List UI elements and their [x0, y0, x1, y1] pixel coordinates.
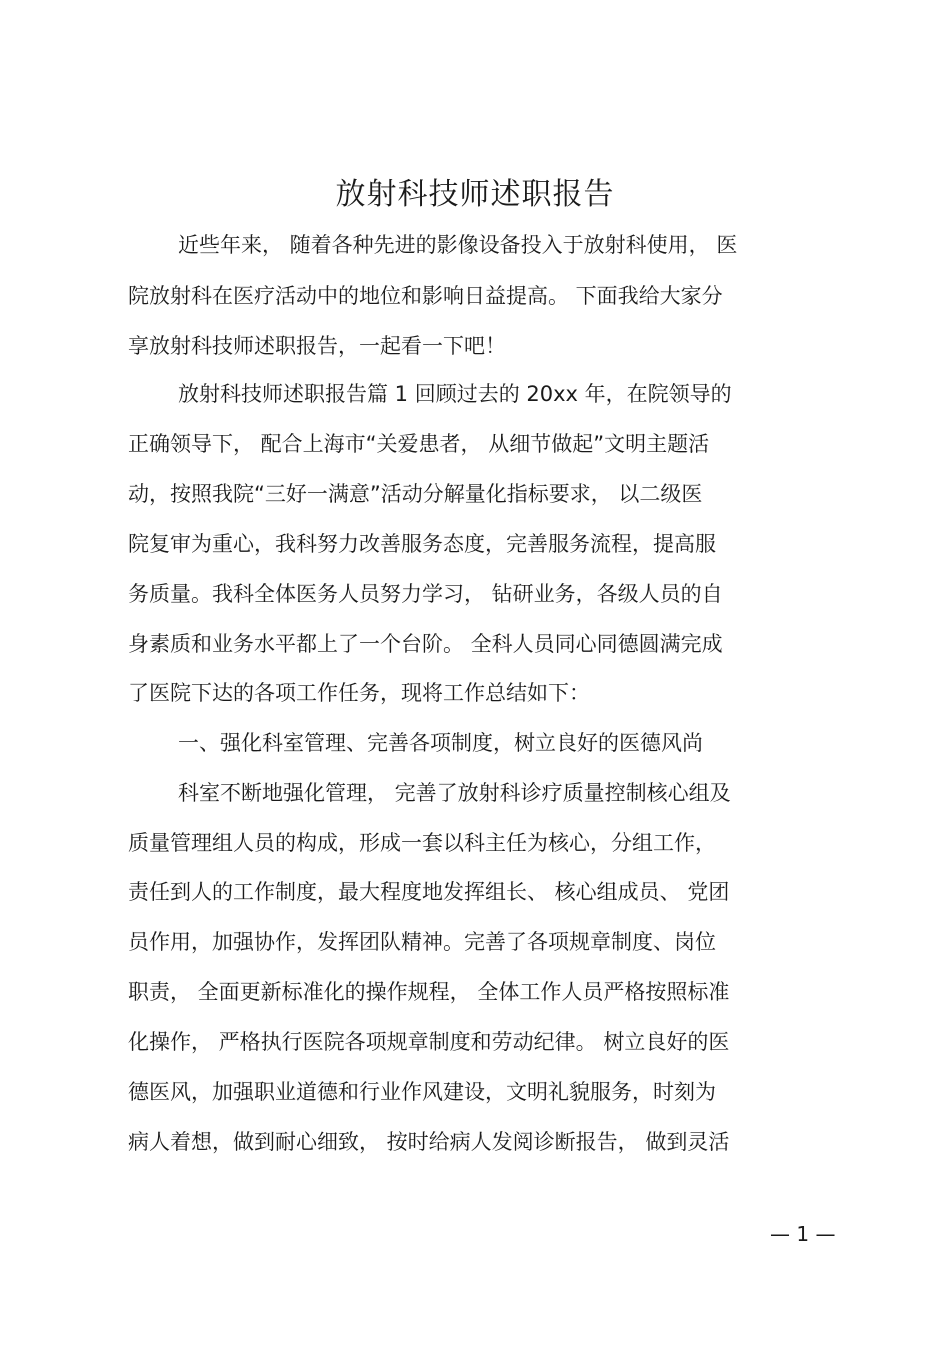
paragraph-line: 员作用，加强协作，发挥团队精神。完善了各项规章制度、岗位: [128, 930, 716, 954]
paragraph-line: 放射科技师述职报告篇 1 回顾过去的 20xx 年，在院领导的: [178, 382, 732, 406]
paragraph-line: 享放射科技师述职报告，一起看一下吧！: [128, 334, 506, 358]
paragraph-line: 质量管理组人员的构成，形成一套以科主任为核心，分组工作，: [128, 831, 716, 855]
paragraph-line: 科室不断地强化管理， 完善了放射科诊疗质量控制核心组及: [178, 781, 731, 805]
paragraph-line: 责任到人的工作制度，最大程度地发挥组长、 核心组成员、 党团: [128, 880, 730, 904]
paragraph-line: 德医风，加强职业道德和行业作风建设，文明礼貌服务，时刻为: [128, 1080, 716, 1104]
paragraph-line: 身素质和业务水平都上了一个台阶。 全科人员同心同德圆满完成: [128, 632, 723, 656]
paragraph-line: 正确领导下， 配合上海市“关爱患者， 从细节做起”文明主题活: [128, 432, 710, 456]
paragraph-line: 病人着想，做到耐心细致， 按时给病人发阅诊断报告， 做到灵活: [128, 1130, 730, 1154]
paragraph-line: 了医院下达的各项工作任务，现将工作总结如下：: [128, 681, 590, 705]
paragraph-line: 职责， 全面更新标准化的操作规程， 全体工作人员严格按照标准: [128, 980, 730, 1004]
page-number: — 1 —: [770, 1222, 836, 1246]
paragraph-line: 院复审为重心，我科努力改善服务态度，完善服务流程，提高服: [128, 532, 716, 556]
paragraph-line: 动，按照我院“三好一满意”活动分解量化指标要求， 以二级医: [128, 482, 703, 506]
paragraph-line: 务质量。我科全体医务人员努力学习， 钻研业务，各级人员的自: [128, 582, 723, 606]
paragraph-line: 近些年来， 随着各种先进的影像设备投入于放射科使用， 医: [178, 233, 738, 257]
paragraph-line: 院放射科在医疗活动中的地位和影响日益提高。 下面我给大家分: [128, 284, 723, 308]
section-heading: 一、强化科室管理、完善各项制度，树立良好的医德风尚: [178, 731, 703, 755]
document-title: 放射科技师述职报告: [335, 177, 615, 212]
paragraph-line: 化操作， 严格执行医院各项规章制度和劳动纪律。 树立良好的医: [128, 1030, 730, 1054]
